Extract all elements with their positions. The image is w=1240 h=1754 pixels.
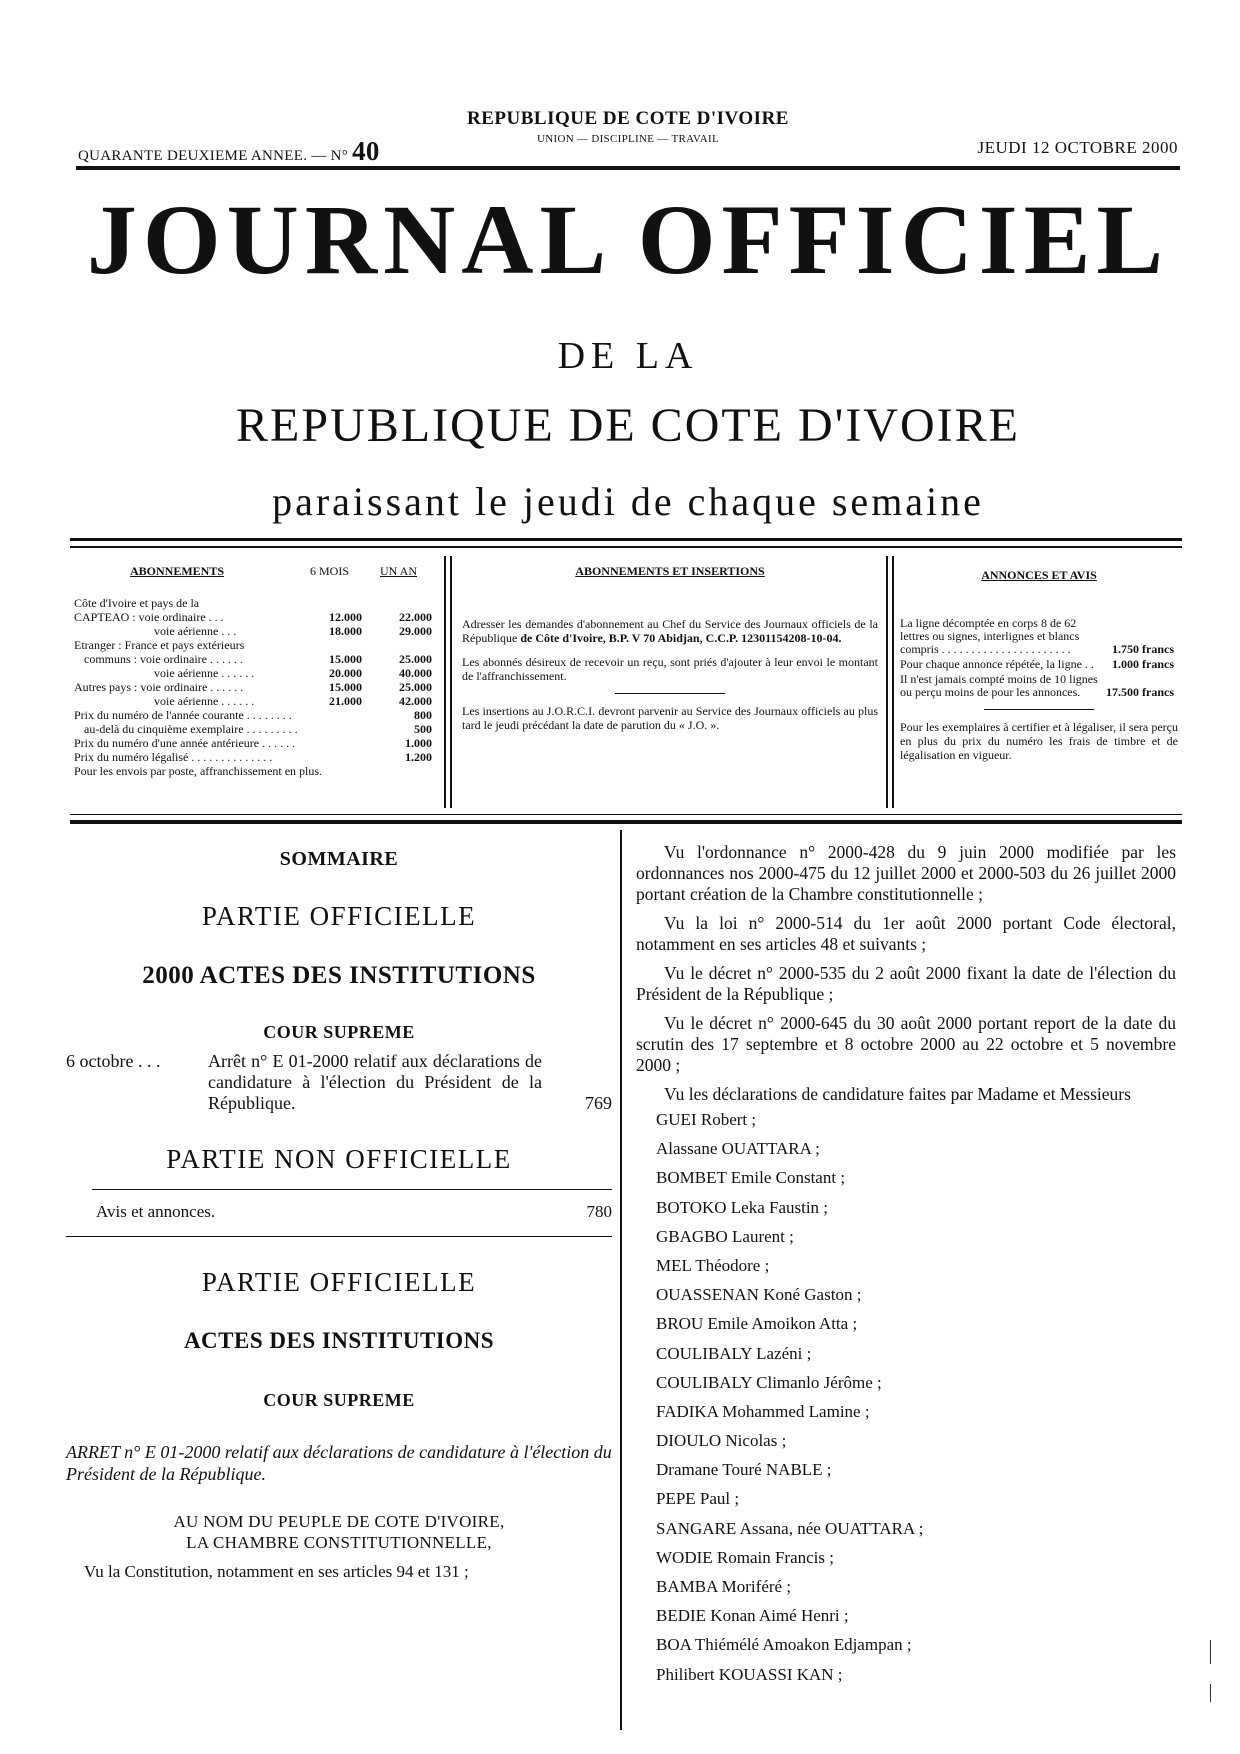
divider bbox=[92, 1189, 612, 1190]
insertions-column bbox=[454, 552, 886, 814]
rate-one-year: 500 bbox=[414, 722, 432, 736]
divider bbox=[984, 709, 1094, 710]
margin-mark bbox=[1210, 1684, 1211, 1702]
candidate-name: GBAGBO Laurent ; bbox=[656, 1226, 794, 1246]
annonce-rate-text: Pour chaque annonce répétée, la ligne . . bbox=[900, 657, 1094, 671]
sommaire-partie-officielle: PARTIE OFFICIELLE bbox=[201, 901, 477, 931]
divider bbox=[615, 693, 725, 694]
annonce-price: 1.750 francs bbox=[1112, 642, 1174, 656]
candidate-name: COULIBALY Lazéni ; bbox=[656, 1343, 812, 1363]
partie-officielle-title: PARTIE OFFICIELLE bbox=[201, 1267, 477, 1297]
divider bbox=[66, 1236, 612, 1237]
candidate-name: MEL Théodore ; bbox=[656, 1255, 770, 1275]
rate-label: Côte d'Ivoire et pays de la bbox=[74, 596, 200, 610]
annonces-rates bbox=[900, 617, 1178, 699]
sommaire-entry bbox=[66, 1051, 612, 1114]
rate-label: voie aérienne . . . . . . bbox=[154, 694, 255, 708]
column-divider bbox=[886, 556, 888, 808]
subscription-box bbox=[70, 552, 1182, 814]
rate-label: CAPTEAO : voie ordinaire . . . bbox=[74, 610, 224, 624]
rate-six-months: 15.000 bbox=[329, 652, 362, 666]
annonce-rate-row bbox=[900, 673, 1178, 699]
abonnements-column bbox=[74, 552, 444, 814]
rate-one-year: 42.000 bbox=[399, 694, 432, 708]
candidate-name: DIOULO Nicolas ; bbox=[656, 1431, 787, 1451]
rate-six-months: 20.000 bbox=[329, 666, 362, 680]
rate-row bbox=[74, 610, 444, 624]
visa-paragraph: Vu la loi n° 2000-514 du 1er août 2000 portant Code électoral, notamment en ses articles 48 et suivants ; bbox=[636, 913, 1176, 954]
year-label: QUARANTE DEUXIEME ANNEE. — N° bbox=[78, 148, 349, 164]
candidate-name: FADIKA Mohammed Lamine ; bbox=[656, 1401, 870, 1421]
rate-one-year: 25.000 bbox=[399, 652, 432, 666]
rate-one-year: 29.000 bbox=[399, 624, 432, 638]
rate-label: au-delà du cinquième exemplaire . . . . . . . . . bbox=[84, 722, 298, 736]
sommaire-cour: COUR SUPREME bbox=[263, 1022, 415, 1042]
candidate-name: BROU Emile Amoikon Atta ; bbox=[656, 1314, 858, 1334]
avis-text: Avis et annonces. bbox=[96, 1202, 216, 1221]
candidate-name: PEPE Paul ; bbox=[656, 1489, 740, 1509]
rate-row bbox=[74, 694, 444, 708]
left-column bbox=[66, 836, 612, 1582]
rate-label: voie aérienne . . . . . . bbox=[154, 666, 255, 680]
address-text: Adresser les demandes d'abonnement au Chef du Service des Journaux officiels de la République bbox=[462, 617, 878, 645]
rate-row bbox=[74, 764, 444, 778]
rate-one-year: 800 bbox=[414, 708, 432, 722]
national-motto: UNION — DISCIPLINE — TRAVAIL bbox=[537, 133, 719, 145]
republic-header bbox=[458, 108, 798, 145]
rate-six-months: 18.000 bbox=[329, 624, 362, 638]
visas-paragraphs bbox=[636, 842, 1176, 1076]
rate-row bbox=[74, 638, 444, 652]
masthead-frequency: paraissant le jeudi de chaque semaine bbox=[272, 479, 984, 524]
candidates-intro: Vu les déclarations de candidature faites par Madame et Messieurs bbox=[664, 1084, 1131, 1104]
address-bold: de Côte d'Ivoire, B.P. V 70 Abidjan, C.C.P. 12301154208-10-04. bbox=[520, 631, 842, 645]
rate-label: Etranger : France et pays extérieurs bbox=[74, 638, 245, 652]
one-year-heading: UN AN bbox=[380, 564, 418, 578]
rate-one-year: 22.000 bbox=[399, 610, 432, 624]
rate-label: voie aérienne . . . bbox=[154, 624, 237, 638]
rate-row bbox=[74, 708, 444, 722]
column-divider bbox=[892, 556, 894, 808]
avis-page: 780 bbox=[586, 1202, 612, 1221]
au-nom-line: AU NOM DU PEUPLE DE COTE D'IVOIRE, bbox=[173, 1512, 505, 1531]
masthead-title: JOURNAL OFFICIEL bbox=[86, 184, 1170, 295]
rate-row bbox=[74, 750, 444, 764]
issue-number: 40 bbox=[352, 136, 380, 166]
rate-row bbox=[74, 666, 444, 680]
annonces-note: Pour les exemplaires à certifier et à légaliser, il sera perçu en plus du prix du numéro les frais de timbre et de légalisation en vigueur. bbox=[900, 720, 1178, 762]
rate-row bbox=[74, 736, 444, 750]
rate-row bbox=[74, 624, 444, 638]
actes-title: ACTES DES INSTITUTIONS bbox=[183, 1328, 495, 1353]
top-header bbox=[78, 108, 1178, 168]
subscription-rates bbox=[74, 596, 444, 778]
insertions-deadline: Les insertions au J.O.R.C.I. devront parvenir au Service des Journaux officiels au plus tard le jeudi précédant la date de parution du « J.O. ». bbox=[462, 704, 878, 732]
annonce-rate-text: Il n'est jamais compté moins de 10 lignes ou perçu moins de pour les annonces. bbox=[900, 672, 1098, 699]
rate-six-months: 12.000 bbox=[329, 610, 362, 624]
candidate-name: BOMBET Emile Constant ; bbox=[656, 1168, 846, 1188]
rate-label: Prix du numéro d'une année antérieure . . . . . . bbox=[74, 736, 296, 750]
visa-paragraph: Vu le décret n° 2000-645 du 30 août 2000 portant report de la date du scrutin des 17 septembre et 8 octobre 2000 au 22 octobre et 5 novembre 2000 ; bbox=[636, 1013, 1176, 1075]
rate-one-year: 25.000 bbox=[399, 680, 432, 694]
issue-date: JEUDI 12 OCTOBRE 2000 bbox=[977, 138, 1178, 157]
annonce-rate-row bbox=[900, 658, 1178, 671]
column-divider bbox=[450, 556, 452, 808]
sommaire-actes: 2000 ACTES DES INSTITUTIONS bbox=[142, 962, 536, 989]
rate-label: Pour les envois par poste, affranchissement en plus. bbox=[74, 764, 323, 778]
masthead-rule bbox=[70, 538, 1182, 541]
masthead-rule-thin bbox=[70, 546, 1182, 548]
right-column bbox=[636, 842, 1176, 1689]
sommaire-avis bbox=[66, 1202, 612, 1224]
candidate-name: BEDIE Konan Aimé Henri ; bbox=[656, 1606, 849, 1626]
candidate-name: WODIE Romain Francis ; bbox=[656, 1547, 834, 1567]
insertions-address bbox=[462, 617, 878, 645]
box-rule bbox=[70, 820, 1182, 824]
rate-label: Autres pays : voie ordinaire . . . . . . bbox=[74, 680, 244, 694]
candidate-name: Philibert KOUASSI KAN ; bbox=[656, 1664, 843, 1684]
sommaire-partie-non-officielle: PARTIE NON OFFICIELLE bbox=[166, 1144, 512, 1174]
six-month-heading: 6 MOIS bbox=[310, 564, 350, 578]
insertions-receipt: Les abonnés désireux de recevoir un reçu, sont priés d'ajouter à leur envoi le montant de l'affranchissement. bbox=[462, 655, 878, 683]
candidate-name: COULIBALY Climanlo Jérôme ; bbox=[656, 1372, 882, 1392]
header-rule bbox=[76, 166, 1180, 170]
rate-one-year: 1.200 bbox=[405, 750, 432, 764]
masthead-republic: REPUBLIQUE DE COTE D'IVOIRE bbox=[236, 399, 1020, 452]
annonce-rate-text: La ligne décomptée en corps 8 de 62 lettres ou signes, interlignes et blancs compris . . . . . . . . . . . . . . . . . . . . . . bbox=[900, 616, 1080, 656]
arret-title: ARRET n° E 01-2000 relatif aux déclarations de candidature à l'élection du Président de la République. bbox=[66, 1442, 612, 1484]
candidate-name: SANGARE Assana, née OUATTARA ; bbox=[656, 1518, 924, 1538]
candidate-name: Alassane OUATTARA ; bbox=[656, 1139, 820, 1159]
annonces-heading: ANNONCES ET AVIS bbox=[981, 568, 1097, 582]
rate-one-year: 1.000 bbox=[405, 736, 432, 750]
rate-label: Prix du numéro de l'année courante . . . . . . . . bbox=[74, 708, 292, 722]
rate-six-months: 21.000 bbox=[329, 694, 362, 708]
entry-text: Arrêt n° E 01-2000 relatif aux déclarations de candidature à l'élection du Président de la République. bbox=[208, 1051, 542, 1113]
sommaire-title: SOMMAIRE bbox=[279, 848, 399, 870]
annonce-price: 1.000 francs bbox=[1112, 657, 1174, 671]
annonce-rate-row bbox=[900, 617, 1178, 656]
candidate-name: BOA Thiémélé Amoakon Edjampan ; bbox=[656, 1635, 912, 1655]
margin-mark bbox=[1210, 1640, 1211, 1664]
rate-label: Prix du numéro légalisé . . . . . . . . . . . . . . bbox=[74, 750, 273, 764]
candidate-name: OUASSENAN Koné Gaston ; bbox=[656, 1285, 862, 1305]
rate-row bbox=[74, 722, 444, 736]
insertions-heading: ABONNEMENTS ET INSERTIONS bbox=[575, 564, 765, 578]
box-rule-thin bbox=[70, 814, 1182, 815]
year-issue bbox=[78, 136, 380, 167]
cour-title: COUR SUPREME bbox=[263, 1390, 415, 1410]
chambre-line: LA CHAMBRE CONSTITUTIONNELLE, bbox=[186, 1533, 492, 1552]
annonce-price: 17.500 francs bbox=[1106, 685, 1174, 699]
republic-name: REPUBLIQUE DE COTE D'IVOIRE bbox=[467, 108, 789, 129]
rate-row bbox=[74, 680, 444, 694]
candidate-name: GUEI Robert ; bbox=[656, 1110, 757, 1129]
rate-six-months: 15.000 bbox=[329, 680, 362, 694]
rate-row bbox=[74, 596, 444, 610]
entry-date: 6 octobre . . . bbox=[66, 1051, 161, 1071]
candidate-name: BOTOKO Leka Faustin ; bbox=[656, 1197, 829, 1217]
column-separator bbox=[620, 830, 622, 1730]
candidate-name: BAMBA Moriféré ; bbox=[656, 1577, 792, 1596]
candidates-list bbox=[636, 1105, 1176, 1689]
column-divider bbox=[444, 556, 446, 808]
rate-label: communs : voie ordinaire . . . . . . bbox=[84, 652, 243, 666]
abonnements-heading: ABONNEMENTS bbox=[130, 564, 225, 578]
entry-page: 769 bbox=[585, 1093, 612, 1113]
rate-one-year: 40.000 bbox=[399, 666, 432, 680]
annonces-column bbox=[896, 552, 1182, 814]
rate-row bbox=[74, 652, 444, 666]
visa-paragraph: Vu le décret n° 2000-535 du 2 août 2000 fixant la date de l'élection du Président de la République ; bbox=[636, 963, 1176, 1004]
masthead-de-la: DE LA bbox=[557, 335, 699, 377]
vu-constitution: Vu la Constitution, notamment en ses articles 94 et 131 ; bbox=[84, 1562, 469, 1581]
candidate-name: Dramane Touré NABLE ; bbox=[656, 1460, 832, 1480]
visa-paragraph: Vu l'ordonnance n° 2000-428 du 9 juin 2000 modifiée par les ordonnances nos 2000-475 du 12 juillet 2000 et 2000-503 du 26 juillet 2000 portant création de la Chambre constitutionnelle ; bbox=[636, 842, 1176, 904]
